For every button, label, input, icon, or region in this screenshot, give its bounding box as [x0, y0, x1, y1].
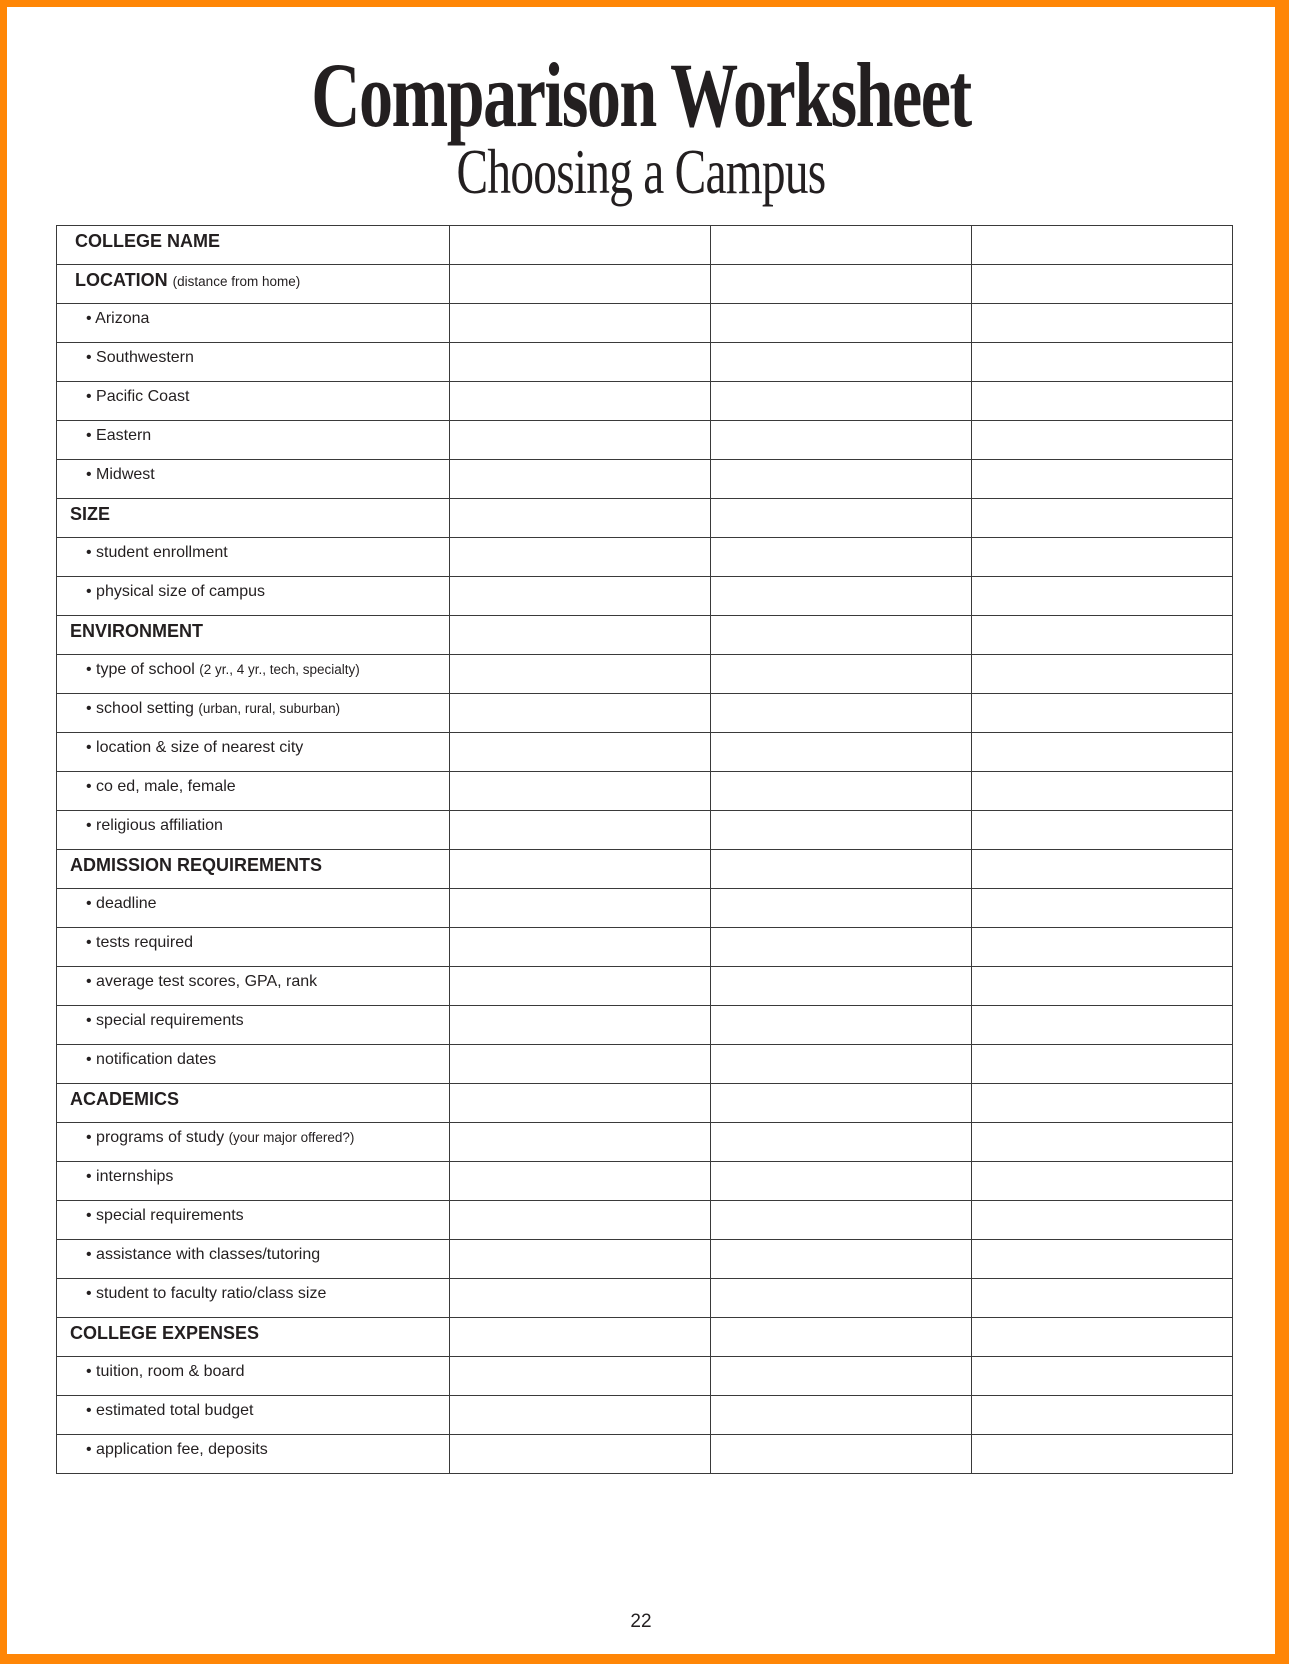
college-3-entry-cell[interactable]: [972, 382, 1233, 421]
label-text: • average test scores, GPA, rank: [86, 973, 318, 990]
comparison-table: [56, 225, 1233, 1474]
label-text: ENVIRONMENT: [70, 621, 204, 641]
college-1-entry-cell[interactable]: [450, 460, 711, 499]
criterion-label: [57, 1123, 449, 1148]
college-3-entry-cell[interactable]: [972, 1279, 1233, 1318]
comparison-table-body: [57, 226, 1233, 1474]
page-title: Comparison Worksheet: [311, 44, 971, 146]
college-3-entry-cell[interactable]: [972, 1084, 1233, 1123]
college-3-entry-cell[interactable]: [972, 304, 1233, 343]
label-text: ACADEMICS: [70, 1089, 180, 1109]
college-2-entry-cell[interactable]: [711, 538, 972, 577]
section-heading: [57, 499, 449, 524]
college-2-entry-cell[interactable]: [711, 304, 972, 343]
criterion-label: [57, 928, 449, 953]
label-text: • student to faculty ratio/class size: [86, 1285, 327, 1302]
college-3-entry-cell[interactable]: [972, 694, 1233, 733]
table-row: [57, 343, 1233, 382]
college-2-entry-cell[interactable]: [711, 499, 972, 538]
college-3-entry-cell[interactable]: [972, 1162, 1233, 1201]
college-2-entry-cell[interactable]: [711, 616, 972, 655]
college-3-entry-cell[interactable]: [972, 1123, 1233, 1162]
row-label-cell: [57, 1201, 450, 1240]
college-2-entry-cell[interactable]: [711, 694, 972, 733]
college-2-entry-cell[interactable]: [711, 889, 972, 928]
table-row: [57, 538, 1233, 577]
college-2-entry-cell[interactable]: [711, 265, 972, 304]
college-1-entry-cell[interactable]: [450, 1279, 711, 1318]
label-text: • programs of study: [86, 1129, 225, 1146]
section-row: [57, 226, 1233, 265]
college-3-entry-cell[interactable]: [972, 1435, 1233, 1474]
college-2-entry-cell[interactable]: [711, 733, 972, 772]
criterion-label: [57, 694, 449, 719]
college-3-entry-cell[interactable]: [972, 460, 1233, 499]
college-1-entry-cell[interactable]: [450, 421, 711, 460]
college-3-entry-cell[interactable]: [972, 499, 1233, 538]
college-1-entry-cell[interactable]: [450, 811, 711, 850]
label-text: • school setting: [86, 700, 194, 717]
row-label-cell: [57, 577, 450, 616]
label-text: SIZE: [70, 504, 111, 524]
label-note: (2 yr., 4 yr., tech, specialty): [199, 662, 360, 677]
college-2-entry-cell[interactable]: [711, 1240, 972, 1279]
row-label-cell: [57, 1357, 450, 1396]
table-row: [57, 1279, 1233, 1318]
table-row: [57, 811, 1233, 850]
label-text: COLLEGE EXPENSES: [70, 1323, 260, 1343]
college-1-entry-cell[interactable]: [450, 577, 711, 616]
criterion-label: [57, 655, 449, 680]
table-row: [57, 889, 1233, 928]
college-1-entry-cell[interactable]: [450, 733, 711, 772]
college-3-entry-cell[interactable]: [972, 1357, 1233, 1396]
criterion-label: [57, 1279, 449, 1304]
label-text: • Midwest: [86, 466, 155, 483]
label-text: • religious affiliation: [86, 817, 223, 834]
label-text: • application fee, deposits: [86, 1441, 268, 1458]
row-label-cell: [57, 304, 450, 343]
college-1-entry-cell[interactable]: [450, 1045, 711, 1084]
college-3-entry-cell[interactable]: [972, 265, 1233, 304]
criterion-label: [57, 1396, 449, 1421]
criterion-label: [57, 1240, 449, 1265]
criterion-label: [57, 772, 449, 797]
college-1-entry-cell[interactable]: [450, 304, 711, 343]
table-row: [57, 655, 1233, 694]
college-1-entry-cell[interactable]: [450, 1201, 711, 1240]
college-1-entry-cell[interactable]: [450, 1318, 711, 1357]
table-row: [57, 1201, 1233, 1240]
label-note: (distance from home): [172, 274, 301, 289]
section-heading: [57, 850, 449, 875]
worksheet-page: [7, 7, 1275, 1654]
college-2-entry-cell[interactable]: [711, 655, 972, 694]
row-label-cell: [57, 1240, 450, 1279]
row-label-cell: [57, 1318, 450, 1357]
college-1-entry-cell[interactable]: [450, 694, 711, 733]
table-row: [57, 928, 1233, 967]
table-row: [57, 421, 1233, 460]
criterion-label: [57, 1045, 449, 1070]
college-1-entry-cell[interactable]: [450, 1006, 711, 1045]
label-note: (urban, rural, suburban): [198, 701, 341, 716]
college-2-entry-cell[interactable]: [711, 1357, 972, 1396]
criterion-label: [57, 1357, 449, 1382]
college-2-entry-cell[interactable]: [711, 1084, 972, 1123]
label-text: LOCATION: [75, 270, 168, 290]
criterion-label: [57, 1201, 449, 1226]
section-heading: [57, 226, 449, 251]
college-3-entry-cell[interactable]: [972, 1240, 1233, 1279]
college-1-entry-cell[interactable]: [450, 1123, 711, 1162]
college-3-entry-cell[interactable]: [972, 1318, 1233, 1357]
college-2-entry-cell[interactable]: [711, 343, 972, 382]
college-3-entry-cell[interactable]: [972, 850, 1233, 889]
table-row: [57, 967, 1233, 1006]
college-2-entry-cell[interactable]: [711, 967, 972, 1006]
label-text: ADMISSION REQUIREMENTS: [70, 855, 323, 875]
row-label-cell: [57, 889, 450, 928]
section-row: [57, 499, 1233, 538]
label-text: COLLEGE NAME: [75, 231, 221, 251]
row-label-cell: [57, 382, 450, 421]
college-1-entry-cell[interactable]: [450, 226, 711, 265]
college-2-entry-cell[interactable]: [711, 382, 972, 421]
table-row: [57, 382, 1233, 421]
college-3-entry-cell[interactable]: [972, 1006, 1233, 1045]
college-1-entry-cell[interactable]: [450, 265, 711, 304]
label-text: • assistance with classes/tutoring: [86, 1246, 321, 1263]
label-text: • Southwestern: [86, 349, 194, 366]
criterion-label: [57, 1006, 449, 1031]
table-row: [57, 304, 1233, 343]
college-2-entry-cell[interactable]: [711, 1435, 972, 1474]
table-row: [57, 1240, 1233, 1279]
college-2-entry-cell[interactable]: [711, 1123, 972, 1162]
college-1-entry-cell[interactable]: [450, 1084, 711, 1123]
college-2-entry-cell[interactable]: [711, 226, 972, 265]
row-label-cell: [57, 1084, 450, 1123]
college-2-entry-cell[interactable]: [711, 1162, 972, 1201]
label-text: • co ed, male, female: [86, 778, 236, 795]
college-1-entry-cell[interactable]: [450, 1396, 711, 1435]
college-1-entry-cell[interactable]: [450, 538, 711, 577]
criterion-label: [57, 1435, 449, 1460]
college-3-entry-cell[interactable]: [972, 655, 1233, 694]
section-heading: [57, 616, 449, 641]
college-3-entry-cell[interactable]: [972, 538, 1233, 577]
college-1-entry-cell[interactable]: [450, 850, 711, 889]
section-row: [57, 265, 1233, 304]
row-label-cell: [57, 967, 450, 1006]
page-subtitle: Choosing a Campus: [456, 136, 826, 207]
label-text: • Eastern: [86, 427, 152, 444]
label-text: • physical size of campus: [86, 583, 266, 600]
college-2-entry-cell[interactable]: [711, 1201, 972, 1240]
college-2-entry-cell[interactable]: [711, 928, 972, 967]
section-row: [57, 616, 1233, 655]
row-label-cell: [57, 538, 450, 577]
section-row: [57, 1318, 1233, 1357]
row-label-cell: [57, 655, 450, 694]
college-1-entry-cell[interactable]: [450, 499, 711, 538]
college-1-entry-cell[interactable]: [450, 1435, 711, 1474]
criterion-label: [57, 967, 449, 992]
section-row: [57, 1084, 1233, 1123]
college-1-entry-cell[interactable]: [450, 889, 711, 928]
college-1-entry-cell[interactable]: [450, 655, 711, 694]
college-3-entry-cell[interactable]: [972, 1396, 1233, 1435]
college-3-entry-cell[interactable]: [972, 343, 1233, 382]
college-3-entry-cell[interactable]: [972, 1201, 1233, 1240]
college-1-entry-cell[interactable]: [450, 382, 711, 421]
row-label-cell: [57, 499, 450, 538]
college-2-entry-cell[interactable]: [711, 1279, 972, 1318]
row-label-cell: [57, 1162, 450, 1201]
college-3-entry-cell[interactable]: [972, 421, 1233, 460]
row-label-cell: [57, 421, 450, 460]
label-text: • location & size of nearest city: [86, 739, 304, 756]
row-label-cell: [57, 850, 450, 889]
table-row: [57, 1435, 1233, 1474]
college-1-entry-cell[interactable]: [450, 928, 711, 967]
college-2-entry-cell[interactable]: [711, 421, 972, 460]
criterion-label: [57, 733, 449, 758]
criterion-label: [57, 1162, 449, 1187]
college-2-entry-cell[interactable]: [711, 1396, 972, 1435]
label-note: (your major offered?): [228, 1130, 355, 1145]
row-label-cell: [57, 694, 450, 733]
row-label-cell: [57, 265, 450, 304]
table-row: [57, 1357, 1233, 1396]
label-text: • estimated total budget: [86, 1402, 254, 1419]
college-1-entry-cell[interactable]: [450, 967, 711, 1006]
table-row: [57, 1006, 1233, 1045]
college-3-entry-cell[interactable]: [972, 616, 1233, 655]
college-3-entry-cell[interactable]: [972, 967, 1233, 1006]
label-text: • special requirements: [86, 1012, 244, 1029]
college-3-entry-cell[interactable]: [972, 1045, 1233, 1084]
criterion-label: [57, 460, 449, 485]
criterion-label: [57, 811, 449, 836]
criterion-label: [57, 538, 449, 563]
table-row: [57, 733, 1233, 772]
table-row: [57, 577, 1233, 616]
college-1-entry-cell[interactable]: [450, 1162, 711, 1201]
college-2-entry-cell[interactable]: [711, 460, 972, 499]
row-label-cell: [57, 1123, 450, 1162]
college-3-entry-cell[interactable]: [972, 889, 1233, 928]
table-row: [57, 772, 1233, 811]
criterion-label: [57, 382, 449, 407]
row-label-cell: [57, 811, 450, 850]
college-2-entry-cell[interactable]: [711, 811, 972, 850]
criterion-label: [57, 577, 449, 602]
table-row: [57, 1045, 1233, 1084]
college-2-entry-cell[interactable]: [711, 1318, 972, 1357]
label-text: • Arizona: [86, 310, 150, 327]
row-label-cell: [57, 772, 450, 811]
label-text: • tests required: [86, 934, 193, 951]
label-text: • tuition, room & board: [86, 1363, 245, 1380]
college-3-entry-cell[interactable]: [972, 928, 1233, 967]
college-3-entry-cell[interactable]: [972, 772, 1233, 811]
row-label-cell: [57, 1006, 450, 1045]
row-label-cell: [57, 1396, 450, 1435]
criterion-label: [57, 889, 449, 914]
label-text: • Pacific Coast: [86, 388, 190, 405]
row-label-cell: [57, 616, 450, 655]
college-2-entry-cell[interactable]: [711, 1045, 972, 1084]
row-label-cell: [57, 1279, 450, 1318]
table-row: [57, 1162, 1233, 1201]
table-row: [57, 694, 1233, 733]
row-label-cell: [57, 226, 450, 265]
table-row: [57, 1396, 1233, 1435]
label-text: • notification dates: [86, 1051, 217, 1068]
college-3-entry-cell[interactable]: [972, 733, 1233, 772]
page-number: 22: [630, 1611, 652, 1632]
college-1-entry-cell[interactable]: [450, 1357, 711, 1396]
criterion-label: [57, 304, 449, 329]
table-row: [57, 460, 1233, 499]
label-text: • special requirements: [86, 1207, 244, 1224]
label-text: • deadline: [86, 895, 157, 912]
college-3-entry-cell[interactable]: [972, 577, 1233, 616]
criterion-label: [57, 343, 449, 368]
table-row: [57, 1123, 1233, 1162]
label-text: • internships: [86, 1168, 174, 1185]
college-1-entry-cell[interactable]: [450, 1240, 711, 1279]
college-2-entry-cell[interactable]: [711, 772, 972, 811]
section-heading: [57, 265, 449, 292]
college-1-entry-cell[interactable]: [450, 772, 711, 811]
criterion-label: [57, 421, 449, 446]
college-3-entry-cell[interactable]: [972, 811, 1233, 850]
label-text: • student enrollment: [86, 544, 228, 561]
row-label-cell: [57, 928, 450, 967]
row-label-cell: [57, 460, 450, 499]
college-2-entry-cell[interactable]: [711, 577, 972, 616]
label-text: • type of school: [86, 661, 195, 678]
row-label-cell: [57, 1435, 450, 1474]
college-1-entry-cell[interactable]: [450, 343, 711, 382]
row-label-cell: [57, 1045, 450, 1084]
section-heading: [57, 1084, 449, 1109]
college-2-entry-cell[interactable]: [711, 850, 972, 889]
section-row: [57, 850, 1233, 889]
college-3-entry-cell[interactable]: [972, 226, 1233, 265]
college-2-entry-cell[interactable]: [711, 1006, 972, 1045]
row-label-cell: [57, 733, 450, 772]
section-heading: [57, 1318, 449, 1343]
row-label-cell: [57, 343, 450, 382]
college-1-entry-cell[interactable]: [450, 616, 711, 655]
